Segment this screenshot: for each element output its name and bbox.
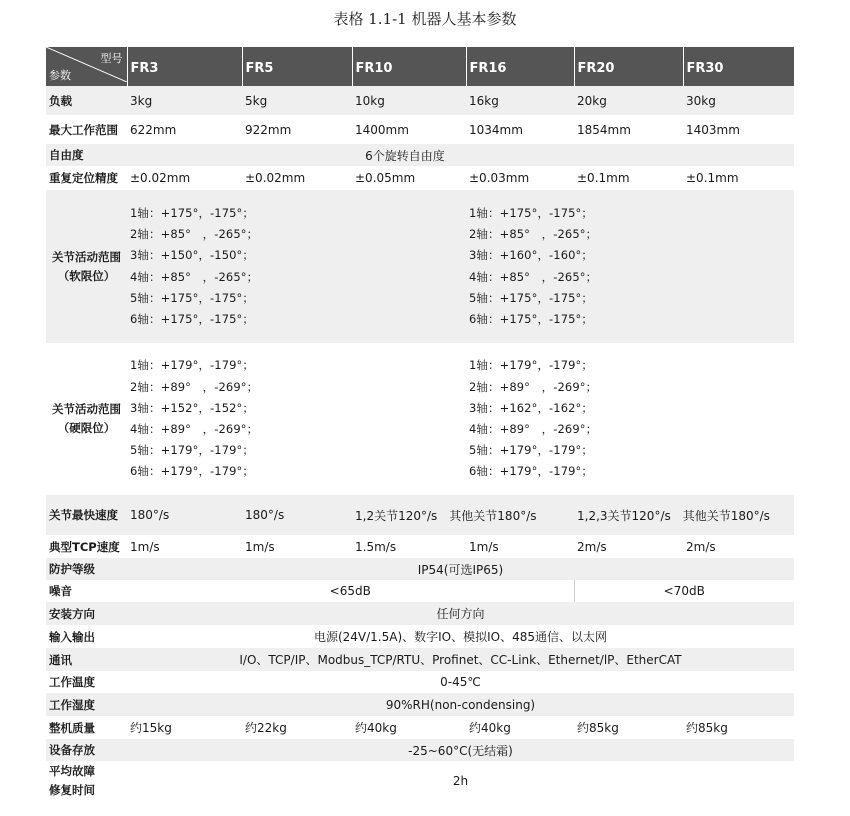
speed-part: 1,2,3关节120°/s	[577, 508, 671, 523]
row-label-line: 平均故障	[49, 763, 95, 778]
corner-model-label: 型号	[100, 52, 123, 65]
axis-range-item: 5轴：+175°，-175°；	[130, 290, 255, 305]
cell-value: 约40kg	[352, 716, 466, 739]
cell-value-merged: 2h	[127, 761, 794, 800]
row-label: 防护等级	[46, 558, 127, 580]
row-io	[46, 625, 794, 648]
axis-range-item: 4轴：+85° ，-265°；	[469, 269, 598, 284]
axis-range-item: 2轴：+85° ，-265°；	[469, 227, 598, 242]
cell-value: 922mm	[242, 115, 352, 144]
row-label	[46, 343, 127, 495]
cell-value-merged: I/O、TCP/IP、Modbus_TCP/RTU、Profinet、CC-Link、Ethernet/lP、EtherCAT	[127, 648, 794, 671]
row-label: 通讯	[46, 648, 127, 671]
header-corner-cell	[46, 47, 127, 86]
cell-value-merged: 任何方向	[127, 602, 794, 625]
speed-part: 1,2关节120°/s	[355, 508, 438, 523]
row-dof	[46, 144, 794, 166]
cell-value-merged: 90%RH(non-condensing)	[127, 693, 794, 716]
axis-range-item: 1轴：+179°，-179°；	[130, 358, 255, 373]
cell-value: ±0.1mm	[574, 166, 683, 190]
cell-value: 2m/s	[683, 535, 794, 558]
cell-value-merged: <65dB	[127, 580, 574, 602]
row-label	[46, 190, 127, 343]
row-mttr	[46, 761, 794, 800]
cell-value: 10kg	[352, 86, 466, 115]
row-label	[46, 761, 127, 800]
row-label: 设备存放	[46, 739, 127, 761]
axis-range-item: 2轴：+85° ，-265°；	[130, 227, 259, 242]
axis-range-item: 2轴：+89° ，-269°；	[130, 379, 259, 394]
row-label: 典型TCP速度	[46, 535, 127, 558]
row-temperature	[46, 671, 794, 693]
axis-range-list-b	[466, 190, 794, 343]
cell-value: 622mm	[127, 115, 242, 144]
row-label: 噪音	[46, 580, 127, 602]
axis-range-list-b	[466, 343, 794, 495]
axis-range-item: 1轴：+179°，-179°；	[469, 358, 594, 373]
cell-value: 180°/s	[242, 495, 352, 535]
row-protection	[46, 558, 794, 580]
row-label: 输入输出	[46, 625, 127, 648]
cell-value: ±0.03mm	[466, 166, 574, 190]
cell-value: 2m/s	[574, 535, 683, 558]
cell-value-merged: IP54(可选IP65)	[127, 558, 794, 580]
row-label-line: 关节活动范围	[52, 402, 121, 416]
axis-range-item: 6轴：+179°，-179°；	[469, 464, 594, 479]
row-reach	[46, 115, 794, 144]
cell-value: 30kg	[683, 86, 794, 115]
cell-value: 1m/s	[466, 535, 574, 558]
axis-range-item: 3轴：+150°，-150°；	[130, 248, 255, 263]
axis-range-item: 4轴：+89° ，-269°；	[130, 422, 259, 436]
row-label: 工作湿度	[46, 693, 127, 716]
cell-value-merged	[574, 495, 794, 535]
axis-range-list-a	[127, 190, 466, 343]
row-label: 工作温度	[46, 671, 127, 693]
model-header-fr20: FR20	[574, 47, 683, 86]
cell-value: 约85kg	[683, 716, 794, 739]
model-header-fr10: FR10	[352, 47, 466, 86]
row-storage	[46, 739, 794, 761]
cell-value: 1m/s	[127, 535, 242, 558]
row-noise	[46, 580, 794, 602]
robot-spec-table	[46, 47, 794, 800]
axis-range-item: 6轴：+179°，-179°；	[130, 464, 255, 479]
model-header-fr3: FR3	[127, 47, 242, 86]
row-soft-limit	[46, 190, 794, 343]
cell-value-merged	[352, 495, 574, 535]
row-label-line: 修复时间	[49, 782, 95, 797]
model-header-fr16: FR16	[466, 47, 574, 86]
row-label: 关节最快速度	[46, 495, 127, 535]
row-label-line: 关节活动范围	[52, 249, 121, 264]
row-label: 自由度	[46, 144, 127, 166]
row-label-line: （软限位）	[57, 268, 116, 283]
axis-range-item: 4轴：+89° ，-269°；	[469, 422, 598, 436]
cell-value: 约85kg	[574, 716, 683, 739]
cell-value: 1.5m/s	[352, 535, 466, 558]
cell-value: 1403mm	[683, 115, 794, 144]
row-label: 重复定位精度	[46, 166, 127, 190]
cell-value: ±0.02mm	[242, 166, 352, 190]
axis-range-item: 3轴：+160°，-160°；	[469, 248, 594, 263]
cell-value-merged: <70dB	[574, 580, 794, 602]
cell-value: 5kg	[242, 86, 352, 115]
cell-value-merged: 6个旋转自由度	[127, 144, 683, 166]
corner-param-label: 参数	[49, 69, 71, 82]
cell-value: 1400mm	[352, 115, 466, 144]
cell-value: 约40kg	[466, 716, 574, 739]
row-label: 安装方向	[46, 602, 127, 625]
cell-value: ±0.05mm	[352, 166, 466, 190]
axis-range-list-a	[127, 343, 466, 495]
axis-range-item: 6轴：+175°，-175°；	[469, 311, 594, 326]
row-comm	[46, 648, 794, 671]
cell-value: 180°/s	[127, 495, 242, 535]
cell-value: 1m/s	[242, 535, 352, 558]
cell-value-merged: 0-45℃	[127, 671, 794, 693]
cell-value: ±0.1mm	[683, 166, 794, 190]
row-label: 整机质量	[46, 716, 127, 739]
cell-value: ±0.02mm	[127, 166, 242, 190]
axis-range-item: 5轴：+179°，-179°；	[130, 443, 255, 458]
table-caption: 表格 1.1-1 机器人基本参数	[333, 10, 517, 28]
row-tcp-speed	[46, 535, 794, 558]
row-label: 最大工作范围	[46, 115, 127, 144]
axis-range-item: 4轴：+85° ，-265°；	[130, 269, 259, 284]
cell-value: 3kg	[127, 86, 242, 115]
cell-value-merged: -25~60°C(无结霜)	[127, 739, 794, 761]
row-hard-limit	[46, 343, 794, 495]
cell-value: 20kg	[574, 86, 683, 115]
cell-value-merged: 电源(24V/1.5A)、数字IO、模拟IO、485通信、以太网	[127, 625, 794, 648]
model-header-fr5: FR5	[242, 47, 352, 86]
cell-value: 1034mm	[466, 115, 574, 144]
axis-range-item: 3轴：+152°，-152°；	[130, 400, 255, 415]
row-repeatability	[46, 166, 794, 190]
row-label: 负载	[46, 86, 127, 115]
cell-value: 约15kg	[127, 716, 242, 739]
speed-part: 其他关节180°/s	[449, 508, 537, 523]
cell-empty	[683, 144, 794, 166]
axis-range-item: 2轴：+89° ，-269°；	[469, 379, 598, 394]
axis-range-item: 3轴：+162°，-162°；	[469, 400, 594, 415]
header-row	[46, 47, 794, 86]
axis-range-item: 5轴：+179°，-179°；	[469, 443, 594, 458]
row-payload	[46, 86, 794, 115]
cell-value: 1854mm	[574, 115, 683, 144]
row-humidity	[46, 693, 794, 716]
speed-part: 其他关节180°/s	[682, 508, 770, 523]
cell-value: 16kg	[466, 86, 574, 115]
model-header-fr30: FR30	[683, 47, 794, 86]
axis-range-item: 1轴：+175°，-175°；	[469, 205, 594, 220]
row-label-line: （硬限位）	[57, 421, 116, 435]
axis-range-item: 5轴：+175°，-175°；	[469, 290, 594, 305]
row-weight	[46, 716, 794, 739]
axis-range-item: 1轴：+175°，-175°；	[130, 205, 255, 220]
axis-range-item: 6轴：+175°，-175°；	[130, 311, 255, 326]
row-joint-speed	[46, 495, 794, 535]
row-mounting	[46, 602, 794, 625]
cell-value: 约22kg	[242, 716, 352, 739]
